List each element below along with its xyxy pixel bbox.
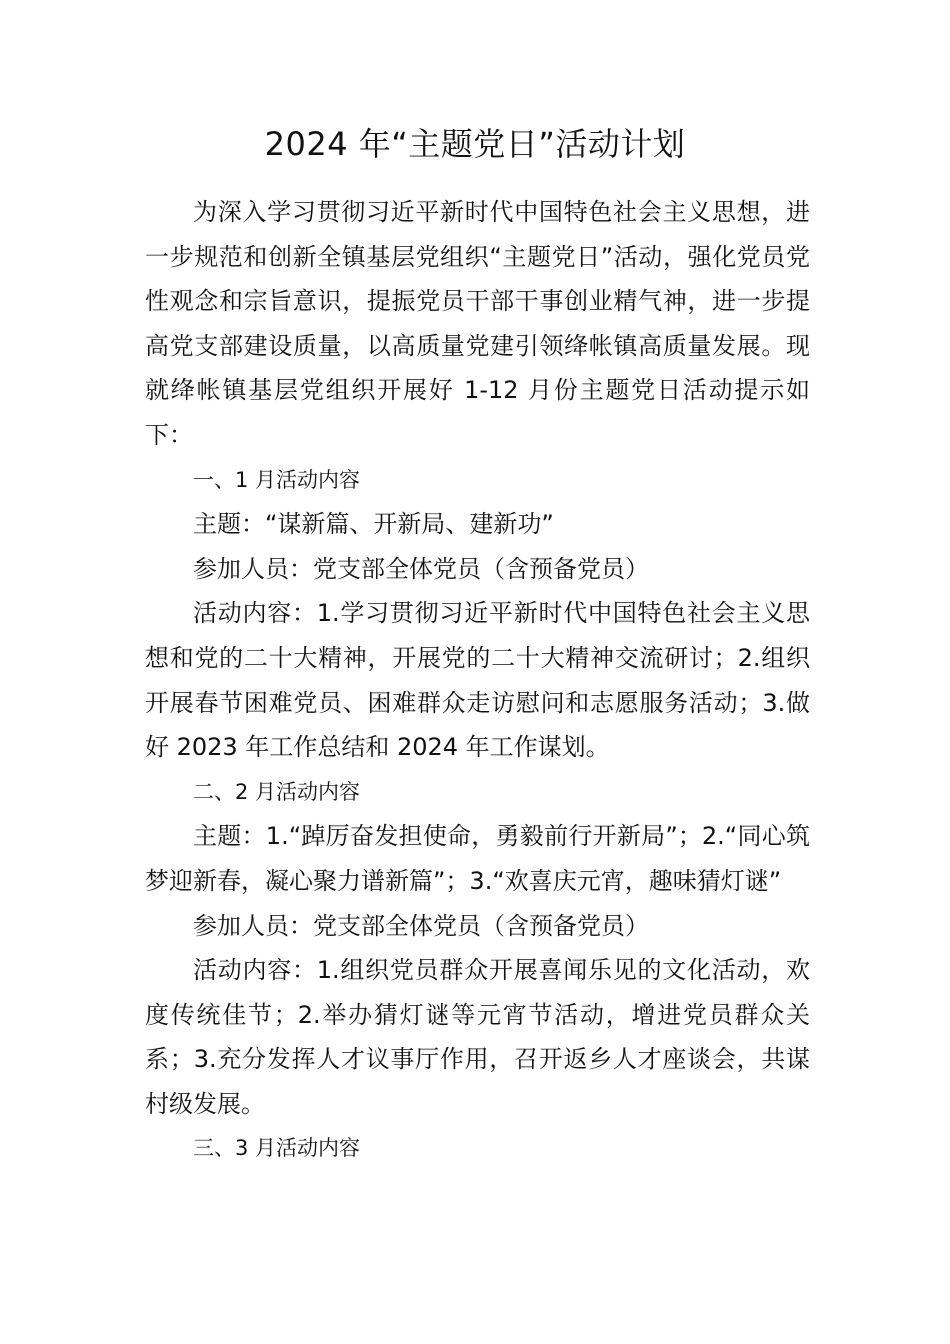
document-body [145, 190, 810, 1171]
section-1-theme: 主题：“谋新篇、开新局、建新功” [193, 510, 554, 539]
section-2-participants: 参加人员：党支部全体党员（含预备党员） [193, 911, 649, 940]
section-1-heading: 一、1 月活动内容 [193, 467, 361, 492]
document-title: 2024 年“主题党日”活动计划 [264, 125, 686, 163]
section-1-participants: 参加人员：党支部全体党员（含预备党员） [193, 554, 649, 583]
section-2-content: 活动内容：1.组织党员群众开展喜闻乐见的文化活动，欢度传统佳节；2.举办猜灯谜等元宵节活动，增进党员群众关系；3.充分发挥人才议事厅作用，召开返乡人才座谈会，共谋村级发展。 [145, 956, 810, 1118]
section-1-content: 活动内容：1.学习贯彻习近平新时代中国特色社会主义思想和党的二十大精神，开展党的二十大精神交流研讨；2.组织开展春节困难党员、困难群众走访慰问和志愿服务活动；3.做好 2023 年工作总结和 2024 年工作谋划。 [145, 599, 810, 762]
section-2-heading: 二、2 月活动内容 [193, 779, 361, 804]
intro-paragraph: 为深入学习贯彻习近平新时代中国特色社会主义思想，进一步规范和创新全镇基层党组织“主题党日”活动，强化党员党性观念和宗旨意识，提振党员干部干事创业精气神，进一步提高党支部建设质量，以高质量党建引领绛帐镇高质量发展。现就绛帐镇基层党组织开展好 1-12 月份主题党日活动提示如下： [145, 198, 810, 449]
section-2-theme: 主题：1.“踔厉奋发担使命，勇毅前行开新局”；2.“同心筑梦迎新春，凝心聚力谱新篇”；3.“欢喜庆元宵，趣味猜灯谜” [145, 822, 810, 895]
section-3-heading: 三、3 月活动内容 [193, 1136, 361, 1161]
